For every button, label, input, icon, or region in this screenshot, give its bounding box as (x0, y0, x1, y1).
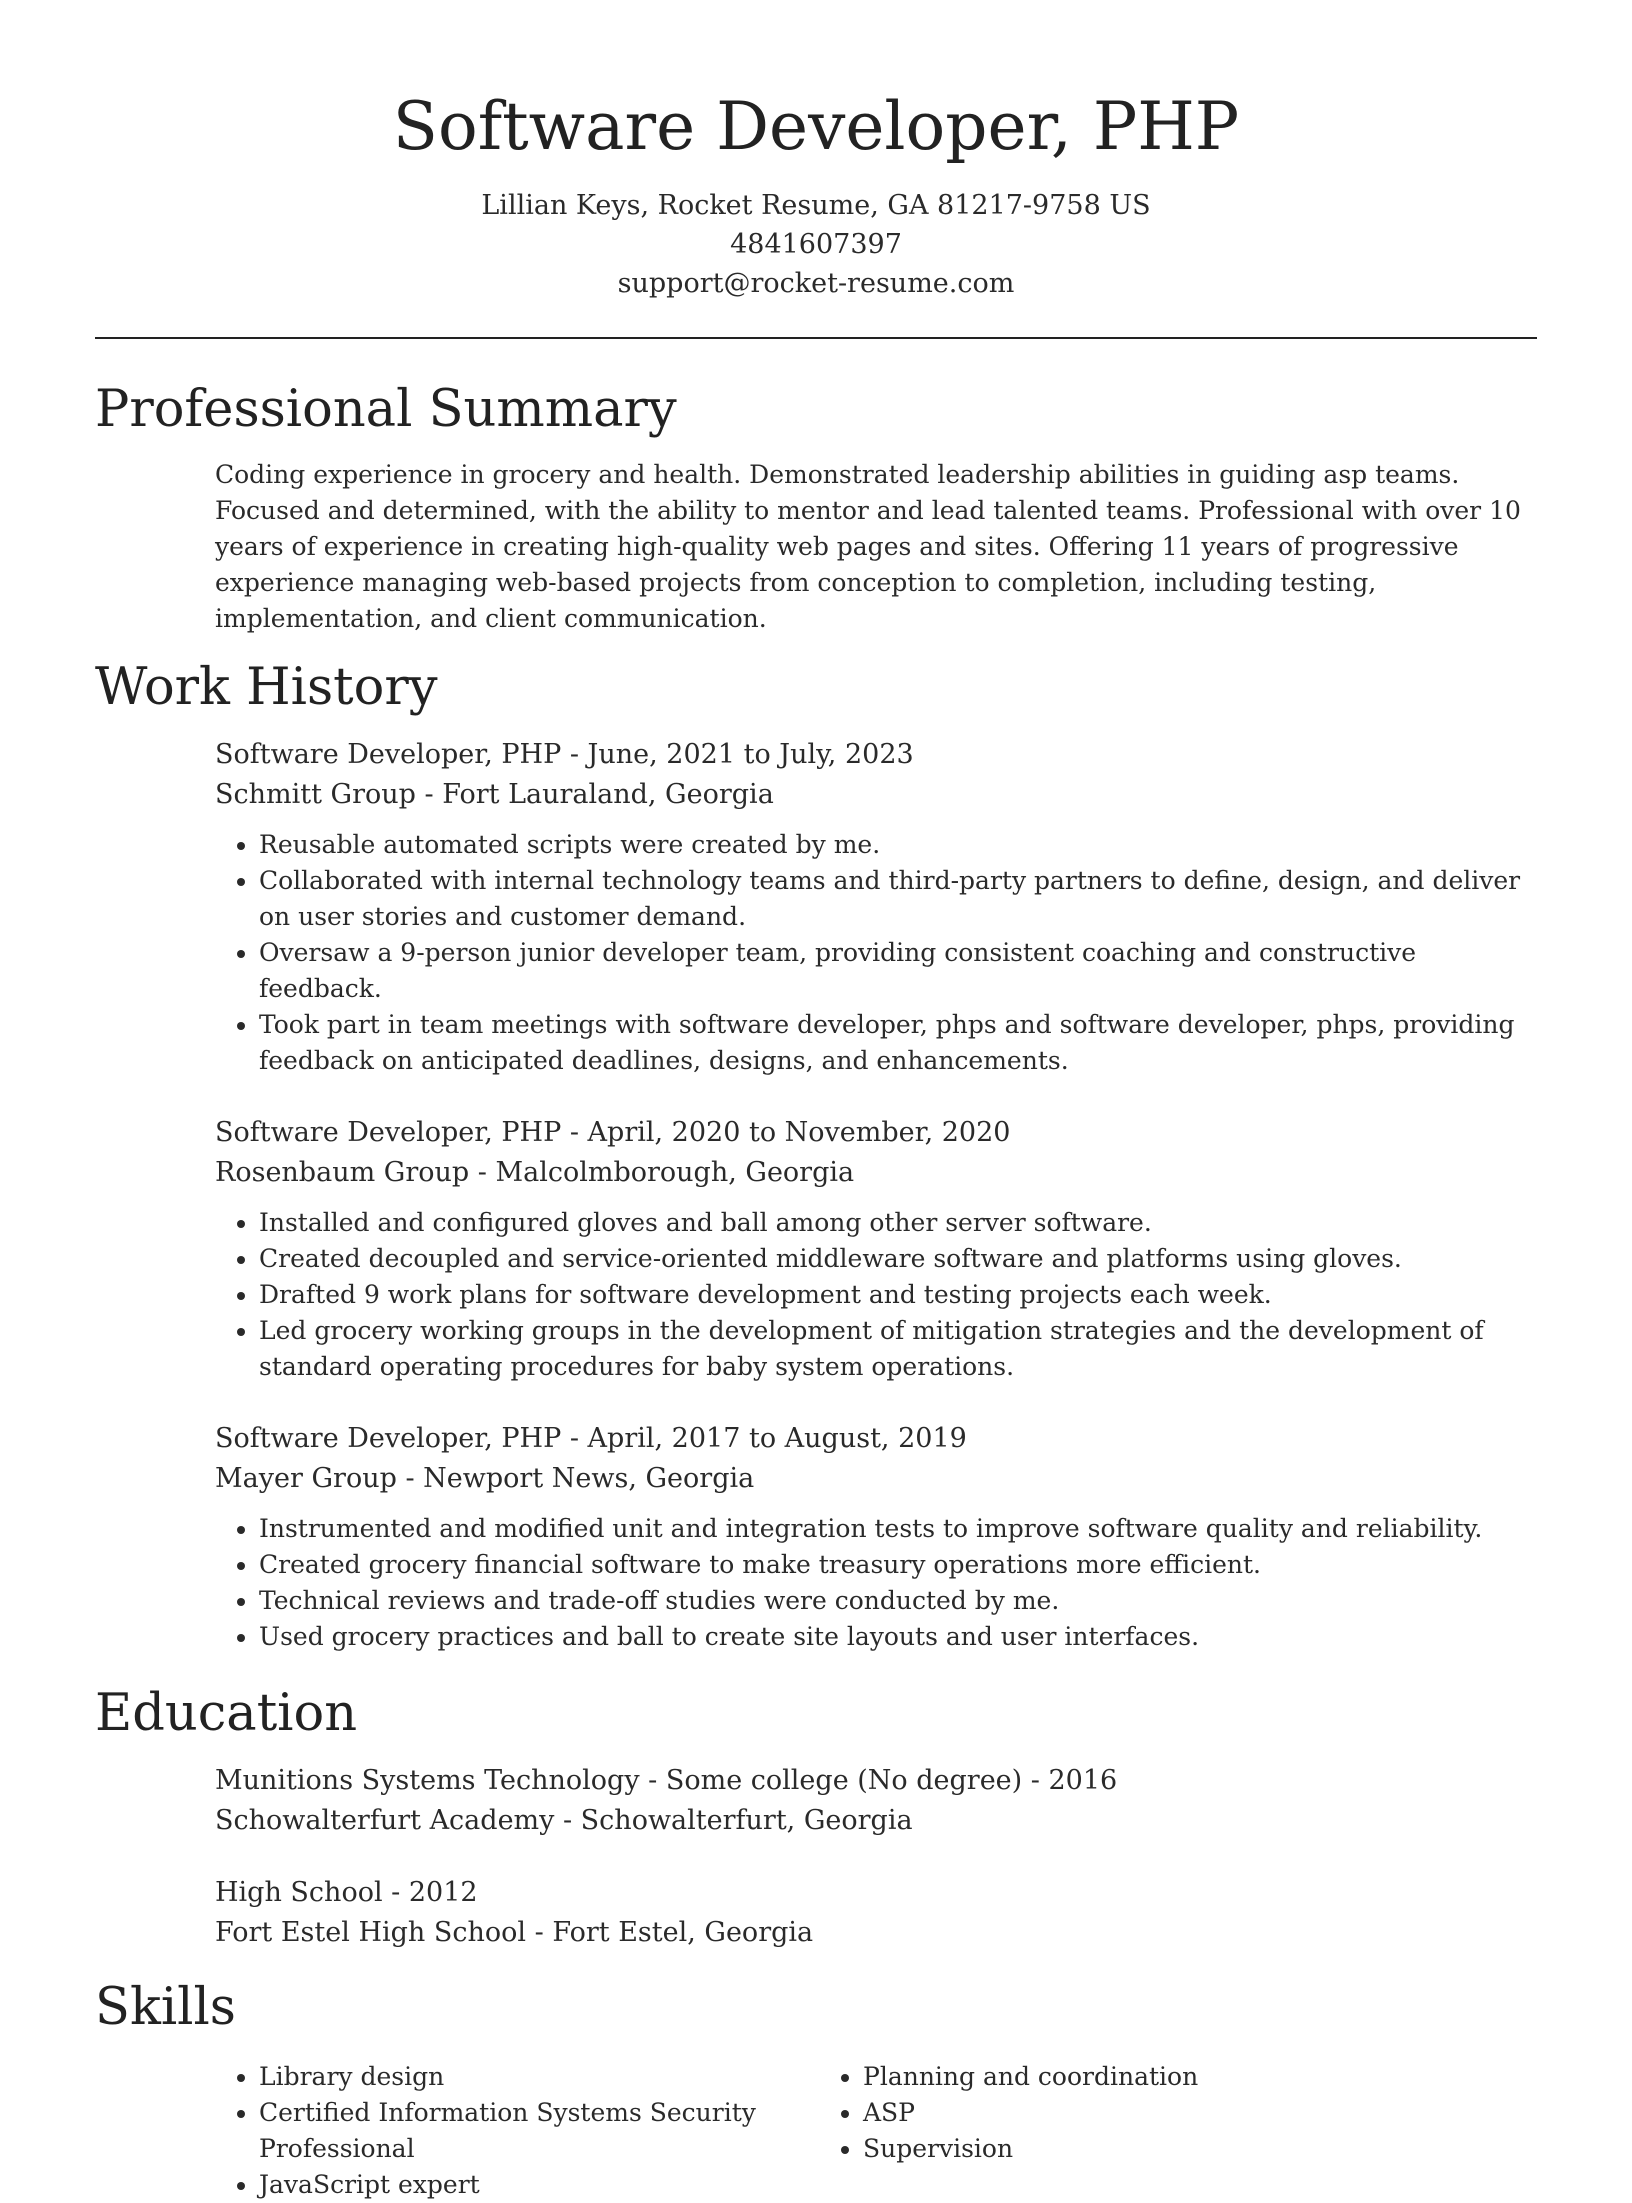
job-entry (215, 1419, 1537, 1655)
job-bullets (215, 1511, 1537, 1655)
skill-item: • JavaScript expert (259, 2167, 819, 2203)
job-title-line: Software Developer, PHP - June, 2021 to July, 2023 (215, 739, 914, 770)
education-degree-line: High School - 2012 (215, 1877, 478, 1908)
section-title-summary: Professional Summary (95, 380, 677, 439)
resume-header (95, 0, 1537, 303)
job-bullet: • Led grocery working groups in the development of mitigation strategies and the development of standard operating procedures for baby system operations. (259, 1313, 1537, 1385)
education-degree-line: Munitions Systems Technology - Some college (No degree) - 2016 (215, 1765, 1118, 1796)
resume-page (95, 0, 1537, 2203)
job-entry (215, 735, 1537, 1079)
education-entry (215, 1873, 1537, 1953)
contact-phone: 4841607397 (730, 229, 902, 260)
skills-columns (215, 2059, 1537, 2203)
education-entry (215, 1761, 1537, 1841)
resume-title: Software Developer, PHP (392, 88, 1240, 165)
contact-email: support@rocket-resume.com (617, 268, 1015, 299)
skill-item: • Planning and coordination (863, 2059, 1419, 2095)
contact-block (95, 186, 1537, 303)
job-company-line: Schmitt Group - Fort Lauraland, Georgia (215, 779, 774, 810)
section-title-education: Education (95, 1684, 358, 1743)
job-bullet: • Technical reviews and trade-off studies were conducted by me. (259, 1583, 1537, 1619)
education-school-line: Schowalterfurt Academy - Schowalterfurt, Georgia (215, 1805, 913, 1836)
skills-list-right (819, 2059, 1419, 2203)
skills-section (95, 2059, 1537, 2203)
job-bullet: • Oversaw a 9-person junior developer team, providing consistent coaching and constructive feedback. (259, 935, 1537, 1007)
job-bullet: • Collaborated with internal technology teams and third-party partners to define, design, and deliver on user stories and customer demand. (259, 863, 1537, 935)
work-history-section (95, 735, 1537, 1655)
summary-text: Coding experience in grocery and health. Demonstrated leadership abilities in guiding asp teams. Focused and determined, with the ability to mentor and lead talented teams. Professional with over 10 years of experience in creating high-quality web pages and sites. Offering 11 years of progressive experience managing web-based projects from conception to completion, including testing, implementation, and client communication. (215, 460, 1521, 633)
job-entry (215, 1113, 1537, 1385)
skill-item: • ASP (863, 2095, 1419, 2131)
job-bullets (215, 1205, 1537, 1385)
education-section (95, 1761, 1537, 1953)
job-bullet: • Drafted 9 work plans for software development and testing projects each week. (259, 1277, 1537, 1313)
job-bullet: • Instrumented and modified unit and integration tests to improve software quality and reliability. (259, 1511, 1537, 1547)
job-company-line: Rosenbaum Group - Malcolmborough, Georgia (215, 1157, 855, 1188)
job-bullet: • Installed and configured gloves and ball among other server software. (259, 1205, 1537, 1241)
job-title-line: Software Developer, PHP - April, 2020 to November, 2020 (215, 1117, 1011, 1148)
section-title-work-history: Work History (95, 658, 438, 717)
skills-list-left (215, 2059, 819, 2203)
job-bullets (215, 827, 1537, 1079)
job-bullet: • Reusable automated scripts were created by me. (259, 827, 1537, 863)
summary-section (95, 457, 1537, 637)
section-title-skills: Skills (95, 1978, 236, 2037)
job-title-line: Software Developer, PHP - April, 2017 to August, 2019 (215, 1423, 967, 1454)
job-company-line: Mayer Group - Newport News, Georgia (215, 1463, 755, 1494)
education-school-line: Fort Estel High School - Fort Estel, Georgia (215, 1917, 814, 1948)
job-bullet: • Created decoupled and service-oriented middleware software and platforms using gloves. (259, 1241, 1537, 1277)
skill-item: • Certified Information Systems Security Professional (259, 2095, 819, 2167)
job-bullet: • Created grocery financial software to make treasury operations more efficient. (259, 1547, 1537, 1583)
job-bullet: • Used grocery practices and ball to create site layouts and user interfaces. (259, 1619, 1537, 1655)
header-divider (95, 337, 1537, 339)
skill-item: • Library design (259, 2059, 819, 2095)
skill-item: • Supervision (863, 2131, 1419, 2167)
contact-address: Lillian Keys, Rocket Resume, GA 81217-9758 US (481, 190, 1151, 221)
job-bullet: • Took part in team meetings with software developer, phps and software developer, phps, providing feedback on anticipated deadlines, designs, and enhancements. (259, 1007, 1537, 1079)
